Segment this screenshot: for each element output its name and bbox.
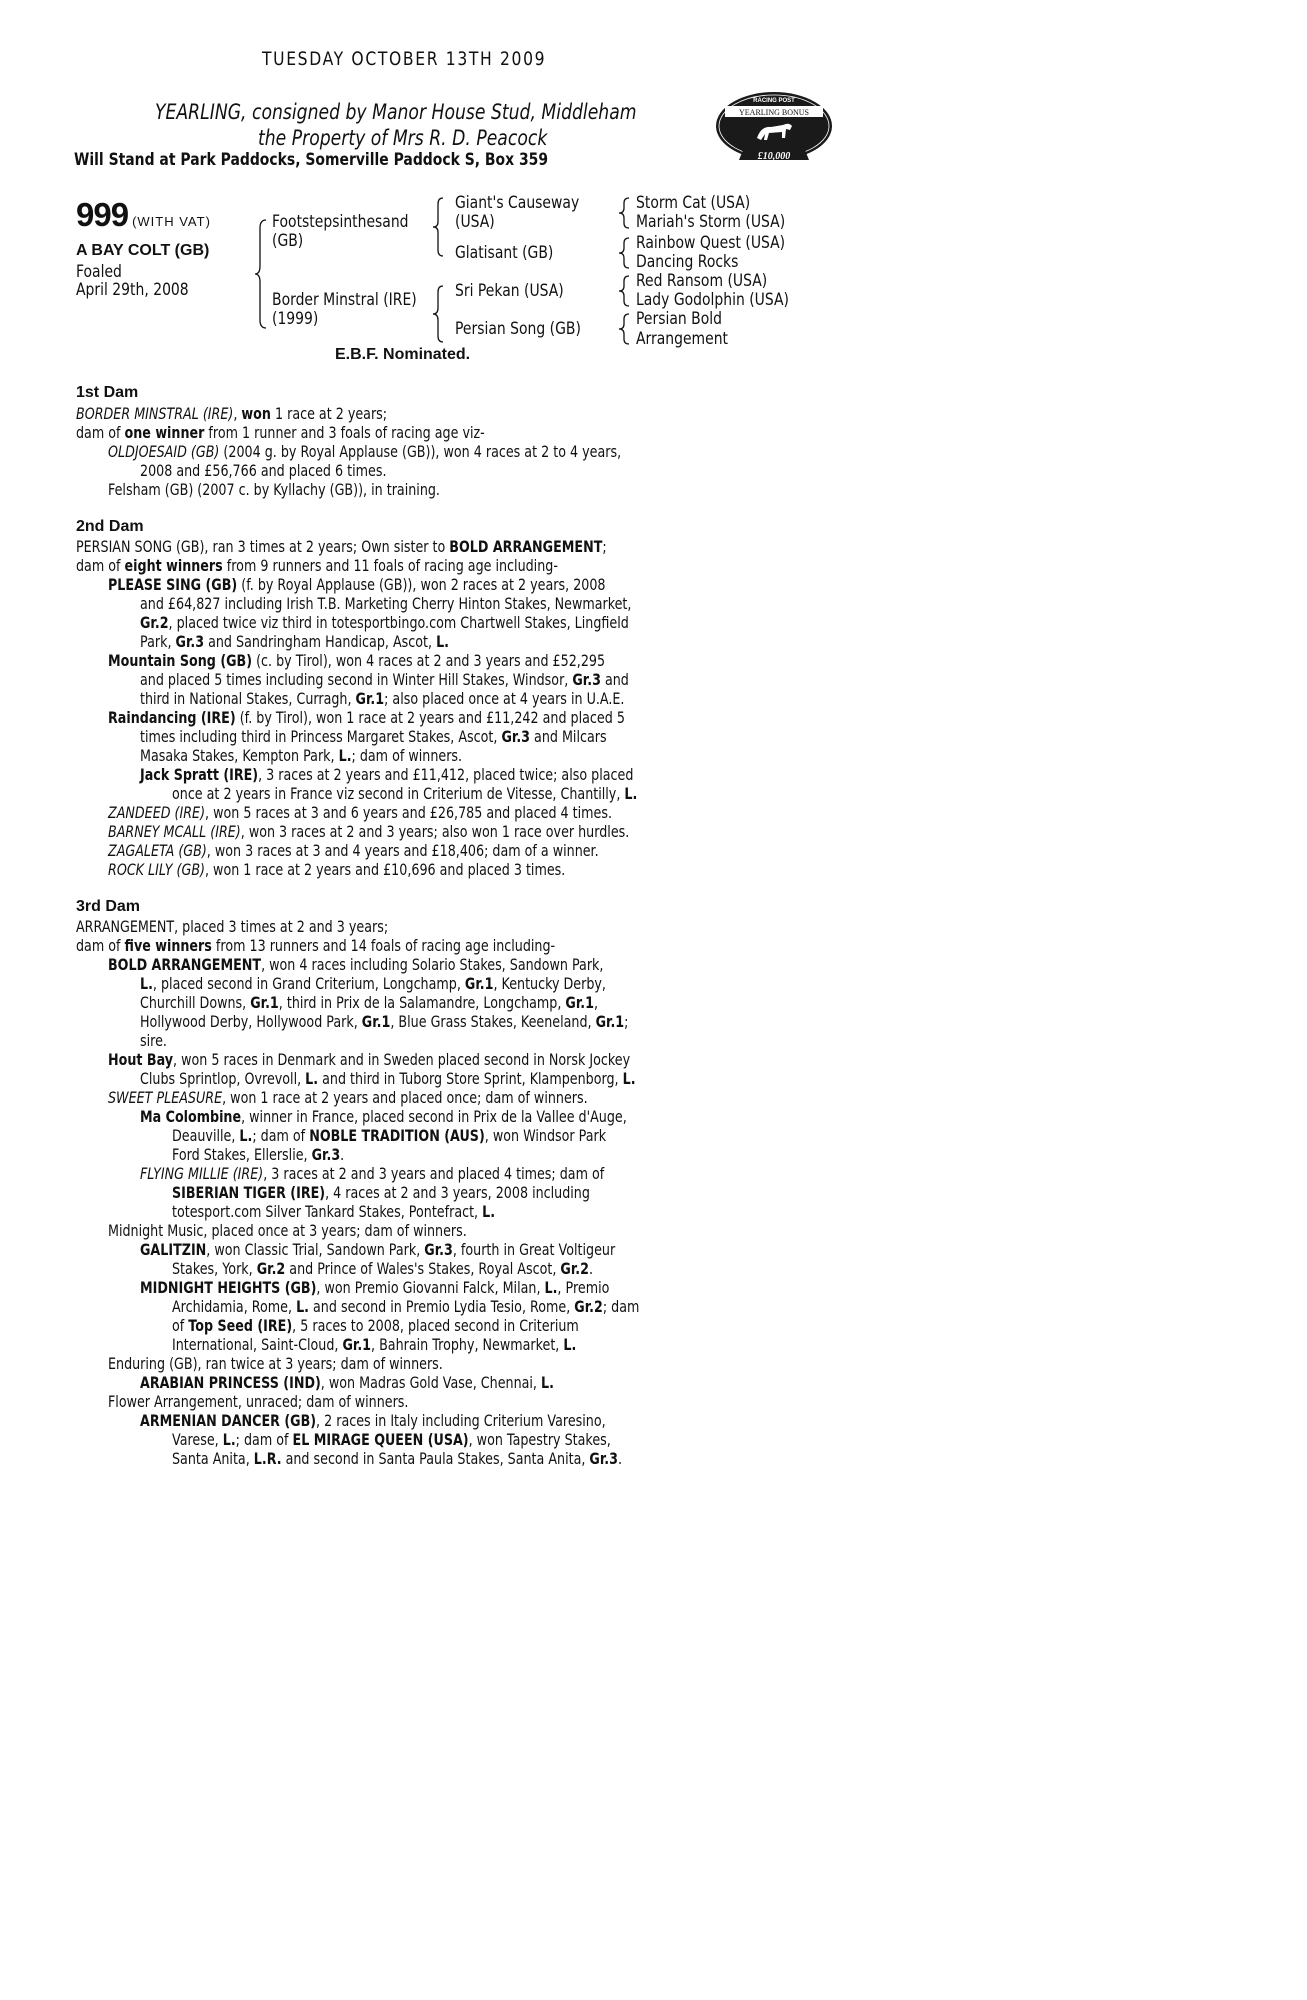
second-dam-line: Raindancing (IRE) (f. by Tirol), won 1 race at 2 years and £11,242 and placed 5	[108, 708, 625, 727]
first-dam-line: dam of one winner from 1 runner and 3 foals of racing age viz-	[76, 423, 485, 442]
foaled-label: Foaled	[76, 262, 122, 282]
third-dam-line: Enduring (GB), ran twice at 3 years; dam of winners.	[108, 1354, 443, 1373]
pedigree-dd: Persian Song (GB)	[455, 319, 581, 339]
third-dam-line: totesport.com Silver Tankard Stakes, Pontefract, L.	[172, 1202, 496, 1221]
first-dam-line: BORDER MINSTRAL (IRE), won 1 race at 2 years;	[76, 404, 388, 423]
pedigree-ddd: Arrangement	[636, 329, 729, 349]
third-dam-line: ARABIAN PRINCESS (IND), won Madras Gold Vase, Chennai, L.	[140, 1373, 554, 1392]
stand-location: Will Stand at Park Paddocks, Somerville Paddock S, Box 359	[74, 150, 549, 170]
third-dam-line: Hout Bay, won 5 races in Denmark and in Sweden placed second in Norsk Jockey	[108, 1050, 631, 1069]
second-dam-line: ZAGALETA (GB), won 3 races at 3 and 4 years and £18,406; dam of a winner.	[108, 841, 599, 860]
third-dam-line: ARRANGEMENT, placed 3 times at 2 and 3 years;	[76, 917, 389, 936]
third-dam-line: BOLD ARRANGEMENT, won 4 races including Solario Stakes, Sandown Park,	[108, 955, 604, 974]
second-dam-line: ZANDEED (IRE), won 5 races at 3 and 6 years and £26,785 and placed 4 times.	[108, 803, 613, 822]
second-dam-line: ROCK LILY (GB), won 1 race at 2 years and £10,696 and placed 3 times.	[108, 860, 566, 879]
consignor-line: YEARLING, consigned by Manor House Stud, Middleham	[155, 100, 637, 124]
second-dam-line: dam of eight winners from 9 runners and 11 foals of racing age including-	[76, 556, 558, 575]
pedigree-ssd: Mariah's Storm (USA)	[636, 212, 786, 232]
third-dam-line: Hollywood Derby, Hollywood Park, Gr.1, Blue Grass Stakes, Keeneland, Gr.1;	[140, 1012, 629, 1031]
second-dam-line: BARNEY MCALL (IRE), won 3 races at 2 and 3 years; also won 1 race over hurdles.	[108, 822, 630, 841]
second-dam-line: Gr.2, placed twice viz third in totesportbingo.com Chartwell Stakes, Lingfield	[140, 613, 629, 632]
pedigree-brace-dd	[618, 312, 632, 346]
badge-top-text: RACING POST	[753, 98, 795, 104]
pedigree-brace-main	[254, 218, 270, 330]
third-dam-line: Ma Colombine, winner in France, placed second in Prix de la Vallee d'Auge,	[140, 1107, 627, 1126]
second-dam-line: Mountain Song (GB) (c. by Tirol), won 4 races at 2 and 3 years and £52,295	[108, 651, 606, 670]
third-dam-line: MIDNIGHT HEIGHTS (GB), won Premio Giovanni Falck, Milan, L., Premio	[140, 1278, 610, 1297]
third-dam-line: International, Saint-Cloud, Gr.1, Bahrain Trophy, Newmarket, L.	[172, 1335, 577, 1354]
sale-date: TUESDAY OCTOBER 13TH 2009	[262, 48, 547, 70]
second-dam-title: 2nd Dam	[76, 518, 144, 535]
badge-middle-text: YEARLING BONUS	[739, 108, 809, 117]
pedigree-sds: Rainbow Quest (USA)	[636, 233, 786, 253]
ebf-nominated: E.B.F. Nominated.	[335, 346, 471, 363]
pedigree-sire: Footstepsinthesand	[272, 212, 409, 232]
second-dam-line: times including third in Princess Margaret Stakes, Ascot, Gr.3 and Milcars	[140, 727, 607, 746]
pedigree-brace-sire	[432, 196, 446, 258]
third-dam-line: dam of five winners from 13 runners and 14 foals of racing age including-	[76, 936, 556, 955]
first-dam-line: OLDJOESAID (GB) (2004 g. by Royal Applause (GB)), won 4 races at 2 to 4 years,	[108, 442, 622, 461]
pedigree-brace-dam	[432, 284, 446, 344]
lot-description: A BAY COLT (GB)	[76, 242, 210, 259]
third-dam-line: Midnight Music, placed once at 3 years; dam of winners.	[108, 1221, 467, 1240]
pedigree-brace-ss	[618, 196, 632, 230]
pedigree-sd: Glatisant (GB)	[455, 243, 554, 263]
second-dam-line: Park, Gr.3 and Sandringham Handicap, Ascot, L.	[140, 632, 449, 651]
lot-number: 999	[76, 196, 129, 233]
first-dam-line: 2008 and £56,766 and placed 6 times.	[140, 461, 387, 480]
badge-graphic	[713, 90, 835, 168]
third-dam-line: Archidamia, Rome, L. and second in Premio Lydia Tesio, Rome, Gr.2; dam	[172, 1297, 640, 1316]
pedigree-dsd: Lady Godolphin (USA)	[636, 290, 789, 310]
second-dam-line: PLEASE SING (GB) (f. by Royal Applause (GB)), won 2 races at 2 years, 2008	[108, 575, 606, 594]
third-dam-line: sire.	[140, 1031, 167, 1050]
second-dam-line: once at 2 years in France viz second in Criterium de Vitesse, Chantilly, L.	[172, 784, 638, 803]
pedigree-brace-ds	[618, 274, 632, 308]
pedigree-dss: Red Ransom (USA)	[636, 271, 768, 291]
third-dam-line: GALITZIN, won Classic Trial, Sandown Park, Gr.3, fourth in Great Voltigeur	[140, 1240, 616, 1259]
foaled-date: April 29th, 2008	[76, 280, 189, 300]
third-dam-title: 3rd Dam	[76, 898, 141, 915]
vat-note: (WITH VAT)	[132, 214, 211, 229]
third-dam-line: Deauville, L.; dam of NOBLE TRADITION (AUS), won Windsor Park	[172, 1126, 607, 1145]
pedigree-ds: Sri Pekan (USA)	[455, 281, 564, 301]
lot-number-block	[76, 196, 211, 234]
third-dam-line: Churchill Downs, Gr.1, third in Prix de la Salamandre, Longchamp, Gr.1,	[140, 993, 599, 1012]
pedigree-dam: Border Minstral (IRE)	[272, 290, 417, 310]
first-dam-line: Felsham (GB) (2007 c. by Kyllachy (GB)), in training.	[108, 480, 440, 499]
second-dam-line: and £64,827 including Irish T.B. Marketing Cherry Hinton Stakes, Newmarket,	[140, 594, 632, 613]
third-dam-line: Santa Anita, L.R. and second in Santa Paula Stakes, Santa Anita, Gr.3.	[172, 1449, 623, 1468]
pedigree-ss-suffix: (USA)	[455, 212, 495, 232]
second-dam-line: Masaka Stakes, Kempton Park, L.; dam of winners.	[140, 746, 463, 765]
pedigree-sdd: Dancing Rocks	[636, 252, 739, 272]
third-dam-line: SWEET PLEASURE, won 1 race at 2 years and placed once; dam of winners.	[108, 1088, 588, 1107]
third-dam-line: Flower Arrangement, unraced; dam of winners.	[108, 1392, 409, 1411]
pedigree-dam-year: (1999)	[272, 309, 319, 329]
second-dam-line: third in National Stakes, Curragh, Gr.1; also placed once at 4 years in U.A.E.	[140, 689, 625, 708]
pedigree-sss: Storm Cat (USA)	[636, 193, 751, 213]
property-line: the Property of Mrs R. D. Peacock	[258, 126, 548, 150]
pedigree-sire-suffix: (GB)	[272, 231, 304, 251]
third-dam-line: FLYING MILLIE (IRE), 3 races at 2 and 3 years and placed 4 times; dam of	[140, 1164, 605, 1183]
badge-amount: £10,000	[757, 151, 791, 162]
first-dam-title: 1st Dam	[76, 384, 139, 401]
second-dam-line: and placed 5 times including second in Winter Hill Stakes, Windsor, Gr.3 and	[140, 670, 629, 689]
third-dam-line: ARMENIAN DANCER (GB), 2 races in Italy including Criterium Varesino,	[140, 1411, 606, 1430]
second-dam-line: PERSIAN SONG (GB), ran 3 times at 2 years; Own sister to BOLD ARRANGEMENT;	[76, 537, 607, 556]
third-dam-line: Varese, L.; dam of EL MIRAGE QUEEN (USA), won Tapestry Stakes,	[172, 1430, 611, 1449]
third-dam-line: Stakes, York, Gr.2 and Prince of Wales's Stakes, Royal Ascot, Gr.2.	[172, 1259, 594, 1278]
third-dam-line: of Top Seed (IRE), 5 races to 2008, placed second in Criterium	[172, 1316, 579, 1335]
third-dam-line: L., placed second in Grand Criterium, Longchamp, Gr.1, Kentucky Derby,	[140, 974, 606, 993]
third-dam-line: Ford Stakes, Ellerslie, Gr.3.	[172, 1145, 345, 1164]
pedigree-ss: Giant's Causeway	[455, 193, 580, 213]
third-dam-line: Clubs Sprintlop, Ovrevoll, L. and third in Tuborg Store Sprint, Klampenborg, L.	[140, 1069, 636, 1088]
pedigree-dds: Persian Bold	[636, 309, 722, 329]
second-dam-line: Jack Spratt (IRE), 3 races at 2 years and £11,412, placed twice; also placed	[140, 765, 634, 784]
third-dam-line: SIBERIAN TIGER (IRE), 4 races at 2 and 3 years, 2008 including	[172, 1183, 590, 1202]
yearling-bonus-badge	[713, 90, 835, 168]
pedigree-brace-sd	[618, 236, 632, 270]
